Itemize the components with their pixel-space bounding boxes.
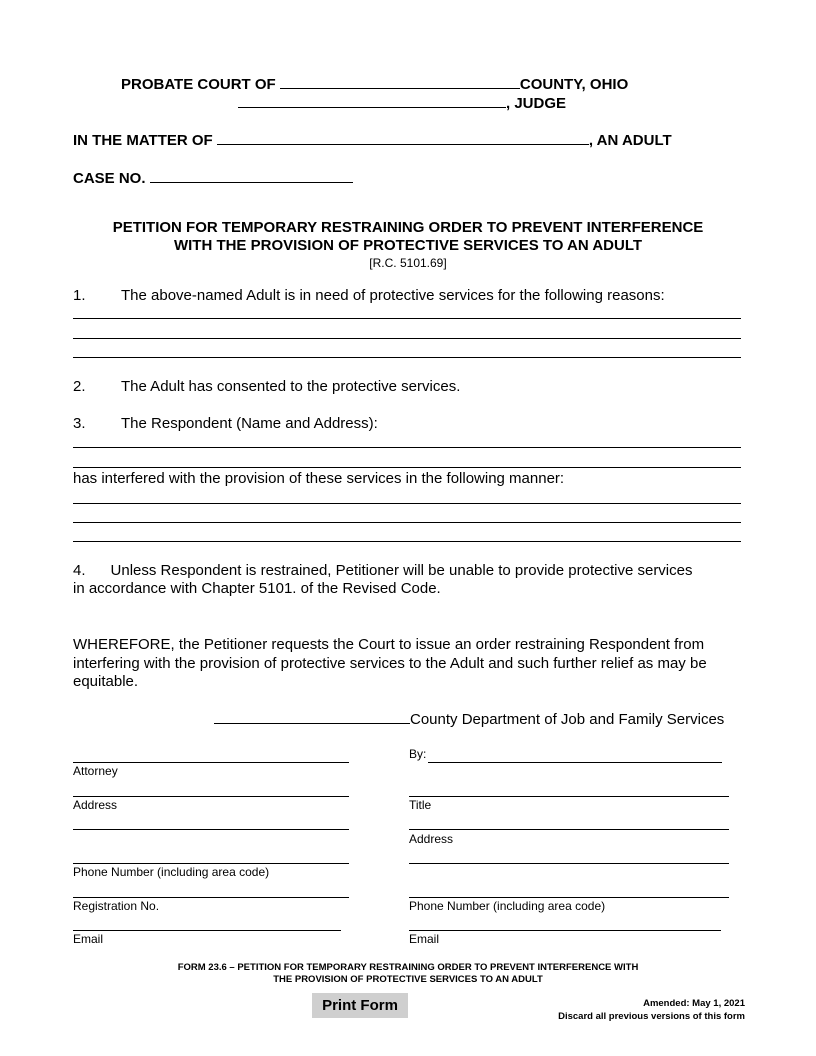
- item2-text: The Adult has consented to the protective services.: [121, 378, 461, 395]
- item3-continuation: has interfered with the provision of these services in the following manner:: [73, 470, 565, 487]
- reasons-line-1[interactable]: [73, 318, 741, 319]
- case-label: CASE NO.: [73, 170, 146, 187]
- email-left-label: Email: [73, 932, 104, 946]
- judge-suffix: , JUDGE: [506, 95, 567, 112]
- amended-date: Amended: May 1, 2021: [643, 998, 745, 1009]
- item4-line-2: in accordance with Chapter 5101. of the Revised Code.: [73, 580, 441, 597]
- item3-number: 3.: [73, 415, 86, 432]
- title-label: Title: [409, 798, 432, 812]
- wherefore-line-2: interfering with the provision of protective services to the Adult and such further relief as may be: [73, 655, 707, 672]
- email-left-line[interactable]: [73, 930, 341, 931]
- item3-text: The Respondent (Name and Address):: [121, 415, 378, 432]
- matter-suffix: , AN ADULT: [588, 132, 672, 149]
- reasons-line-3[interactable]: [73, 357, 741, 358]
- wherefore-line-3: equitable.: [73, 673, 139, 690]
- attorney-label: Attorney: [73, 764, 118, 778]
- adult-name-blank[interactable]: [217, 130, 589, 145]
- wherefore-line-1: WHEREFORE, the Petitioner requests the Court to issue an order restraining Respondent from: [73, 636, 705, 653]
- phone-right-label: Phone Number (including area code): [409, 899, 606, 913]
- court-county-blank[interactable]: [280, 74, 520, 89]
- item1-number: 1.: [73, 287, 86, 304]
- email-right-label: Email: [409, 932, 440, 946]
- address-left-label: Address: [73, 798, 118, 812]
- county-dept-line: [214, 709, 724, 728]
- matter-line: [73, 130, 672, 149]
- address-left-line-2[interactable]: [73, 829, 349, 830]
- statute-reference: [R.C. 5101.69]: [369, 256, 447, 270]
- court-line: [121, 74, 628, 93]
- discard-notice: Discard all previous versions of this form: [558, 1011, 745, 1022]
- address-left-line[interactable]: [73, 796, 349, 797]
- phone-right-line[interactable]: [409, 897, 729, 898]
- phone-left-line[interactable]: [73, 863, 349, 864]
- form-footer-line-1: FORM 23.6 – PETITION FOR TEMPORARY RESTRAINING ORDER TO PREVENT INTERFERENCE WITH: [177, 962, 639, 973]
- respondent-line-2[interactable]: [73, 467, 741, 468]
- item2-number: 2.: [73, 378, 86, 395]
- by-label: By:: [409, 747, 427, 761]
- attorney-signature-line[interactable]: [73, 762, 349, 763]
- court-prefix: PROBATE COURT OF: [121, 76, 276, 93]
- registration-line[interactable]: [73, 897, 349, 898]
- address-right-label: Address: [409, 832, 454, 846]
- case-line: [73, 168, 353, 187]
- phone-left-label: Phone Number (including area code): [73, 865, 270, 879]
- reasons-line-2[interactable]: [73, 338, 741, 339]
- item1-text: The above-named Adult is in need of protective services for the following reasons:: [121, 287, 665, 304]
- address-right-line-2[interactable]: [409, 863, 729, 864]
- by-signature-line[interactable]: [428, 762, 722, 763]
- interference-line-2[interactable]: [73, 522, 741, 523]
- judge-line: [238, 93, 566, 112]
- print-form-button[interactable]: Print Form: [312, 993, 408, 1018]
- interference-line-1[interactable]: [73, 503, 741, 504]
- registration-label: Registration No.: [73, 899, 160, 913]
- address-right-line[interactable]: [409, 829, 729, 830]
- title-line[interactable]: [409, 796, 729, 797]
- email-right-line[interactable]: [409, 930, 721, 931]
- judge-name-blank[interactable]: [238, 93, 506, 108]
- item4-line-1: 4. Unless Respondent is restrained, Petitioner will be unable to provide protective services: [73, 562, 693, 579]
- title-line-2: WITH THE PROVISION OF PROTECTIVE SERVICES TO AN ADULT: [173, 237, 643, 254]
- form-footer-line-2: THE PROVISION OF PROTECTIVE SERVICES TO AN ADULT: [273, 974, 543, 985]
- title-line-1: PETITION FOR TEMPORARY RESTRAINING ORDER TO PREVENT INTERFERENCE: [112, 219, 704, 236]
- interference-line-3[interactable]: [73, 541, 741, 542]
- court-suffix: COUNTY, OHIO: [519, 76, 629, 93]
- matter-prefix: IN THE MATTER OF: [73, 132, 213, 149]
- case-number-blank[interactable]: [150, 168, 353, 183]
- county-dept-blank[interactable]: [214, 709, 410, 724]
- respondent-line-1[interactable]: [73, 447, 741, 448]
- county-dept-label: County Department of Job and Family Services: [410, 711, 725, 728]
